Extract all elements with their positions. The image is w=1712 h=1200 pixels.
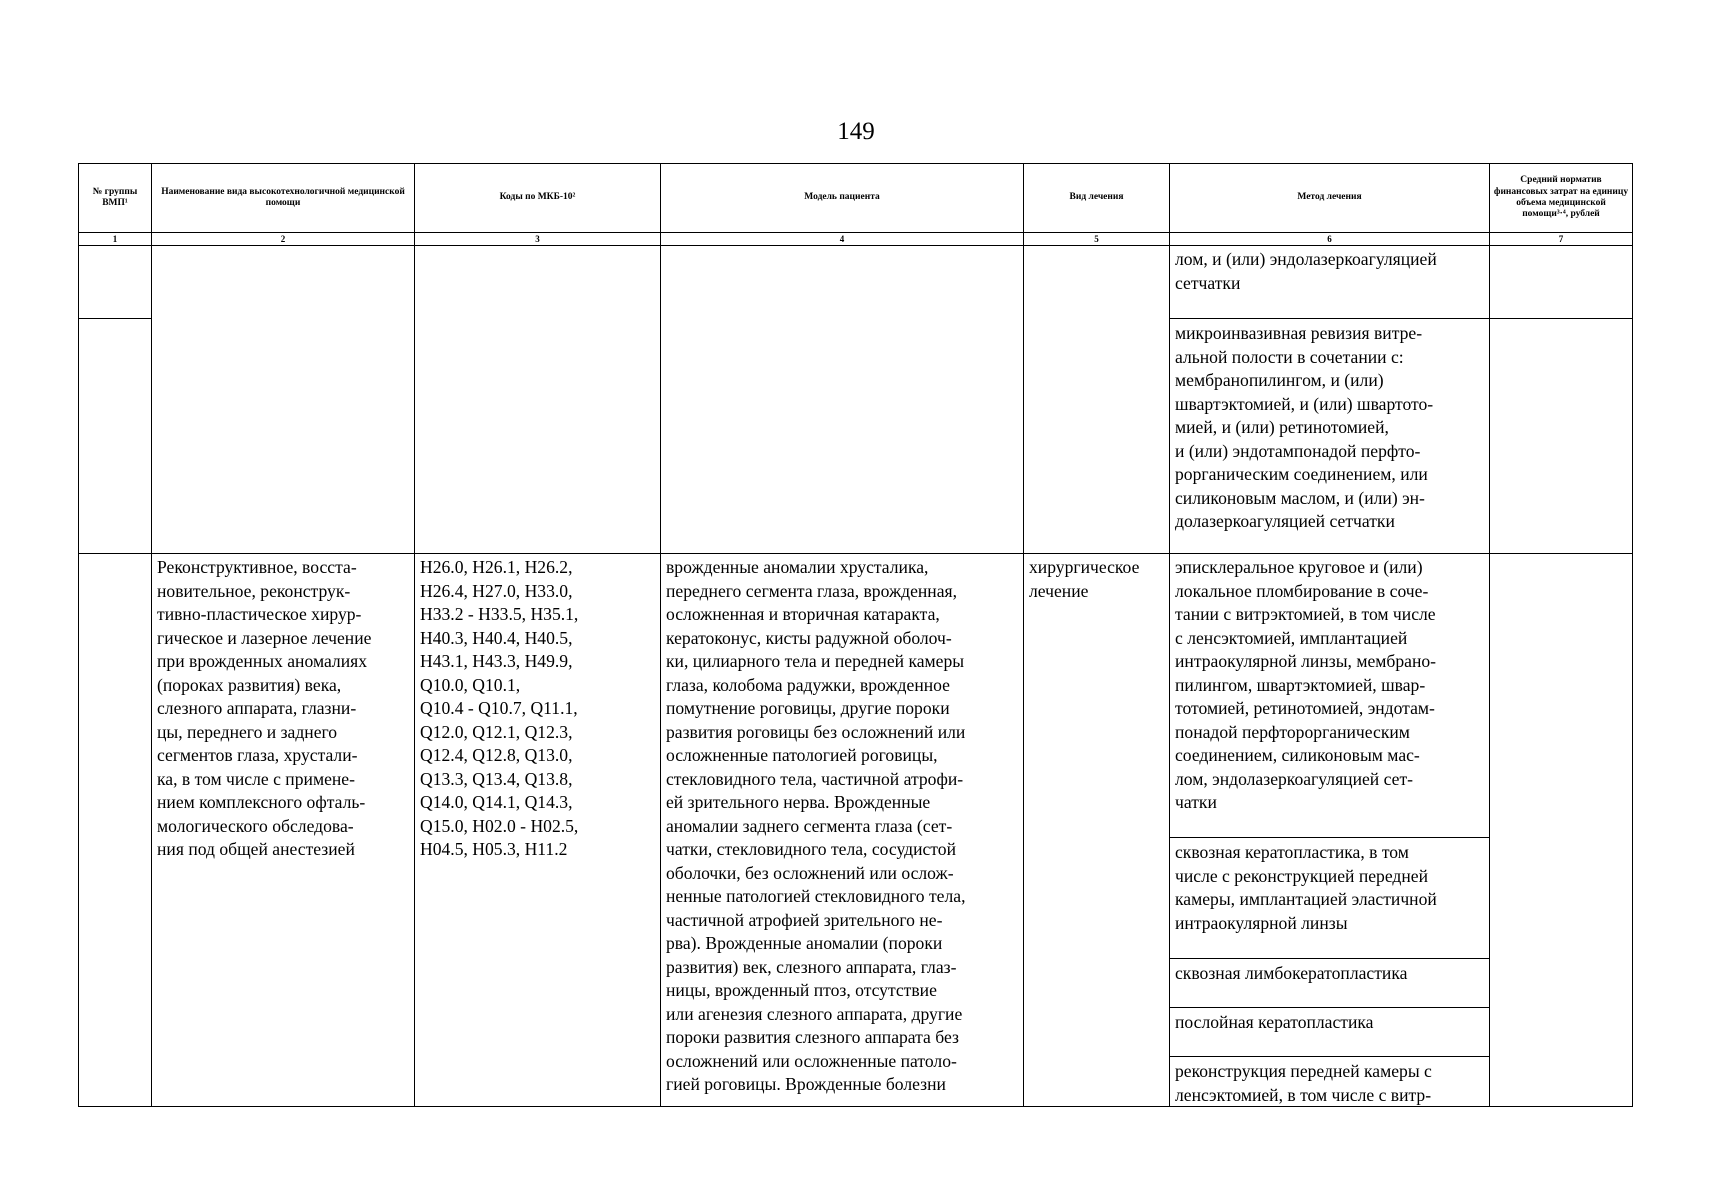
treatment-method-item: послойная кератопластика xyxy=(1170,1008,1489,1057)
patient-model-cell xyxy=(661,554,1024,1107)
treatment-method-cell xyxy=(1170,246,1490,554)
column-number: 2 xyxy=(152,233,415,246)
treatment-method-item: сквозная лимбокератопластика xyxy=(1170,959,1489,1008)
column-number: 7 xyxy=(1490,233,1633,246)
column-number: 5 xyxy=(1024,233,1170,246)
icd-codes-cell xyxy=(415,554,661,1107)
header-vmp-name: Наименование вида высокотехнологичной медицинской помощи xyxy=(152,164,415,233)
treatment-method-item: реконструкция передней камеры с ленсэктомией, в том числе с витр- xyxy=(1175,1061,1432,1105)
average-cost-cell xyxy=(1490,246,1633,554)
header-average-cost: Средний норматив финансовых затрат на единицу объема медицинской помощи³·⁴, рублей xyxy=(1490,164,1633,233)
page-number: 149 xyxy=(837,118,875,145)
column-number: 1 xyxy=(79,233,152,246)
header-icd-codes: Коды по МКБ-10² xyxy=(415,164,661,233)
vmp-table xyxy=(78,163,1633,1107)
icd-codes-text: H26.0, H26.1, H26.2, H26.4, H27.0, H33.0, H33.2 - H33.5, H35.1, H40.3, H40.4, H40.5, H43.1, H43.3, H49.9, Q10.0, Q10.1, Q10.4 - Q10.7, Q11.1, Q12.0, Q12.1, Q12.3, Q12.4, Q12.8, Q13.0, Q13.3, Q13.4, Q13.8, Q14.0, Q14.1, Q14.3, Q15.0, H02.0 - H02.5, H04.5, H05.3, H11.2 xyxy=(420,557,579,859)
patient-model-cell xyxy=(661,246,1024,554)
column-number: 3 xyxy=(415,233,661,246)
vmp-name-cell xyxy=(152,246,415,554)
column-number: 4 xyxy=(661,233,1024,246)
treatment-method-item: лом, и (или) эндолазеркоагуляцией сетчатки xyxy=(1170,246,1489,319)
group-number-cell xyxy=(79,246,152,554)
patient-model-text: врожденные аномалии хрусталика, переднего сегмента глаза, врожденная, осложненная и вторичная катаракта, кератоконус, кисты радужной оболоч- ки, цилиарного тела и передней камеры глаза, колобома радужки, врожденное помутнение роговицы, другие пороки развития роговицы без осложнений или осложненные патологией роговицы, стекловидного тела, частичной атрофи- ей зрительного нерва. Врожденные аномалии заднего сегмента глаза (сет- чатки, стекловидного тела, сосудистой оболочки, без осложнений или ослож- ненные патологией стекловидного тела, частичной атрофией зрительного не- рва). Врожденные аномалии (пороки развития) век, слезного аппарата, глаз- ницы, врожденный птоз, отсутствие или агенезия слезного аппарата, другие пороки развития слезного аппарата без осложнений или осложненные патоло- гией роговицы. Врожденные болезни xyxy=(666,557,966,1094)
table-row xyxy=(79,246,1633,554)
header-patient-model: Модель пациента xyxy=(661,164,1024,233)
treatment-method-item: сквозная кератопластика, в том числе с реконструкцией передней камеры, имплантацией эластичной интраокулярной линзы xyxy=(1170,838,1489,959)
treatment-type-text: хирургическое лечение xyxy=(1029,557,1140,601)
treatment-method-cell xyxy=(1170,554,1490,1107)
table-row xyxy=(79,554,1633,1107)
group-number-cell xyxy=(79,554,152,1107)
icd-codes-cell xyxy=(415,246,661,554)
vmp-name-text: Реконструктивное, восста- новительное, реконструк- тивно-пластическое хирур- гическое и лазерное лечение при врожденных аномалиях (пороках развития) века, слезного аппарата, глазни- цы, переднего и заднего сегментов глаза, хрустали- ка, в том числе с примене- нием комплексного офталь- мологического обследова- ния под общей анестезией xyxy=(157,557,372,859)
header-treatment-method: Метод лечения xyxy=(1170,164,1490,233)
header-treatment-type: Вид лечения xyxy=(1024,164,1170,233)
average-cost-cell xyxy=(1490,554,1633,1107)
treatment-method-item: эписклеральное круговое и (или) локальное пломбирование в соче- тании с витрэктомией, в том числе с ленсэктомией, имплантацией интраокулярной линзы, мембрано- пилингом, швартэктомией, швар- тотомией, ретинотомией, эндотам- понадой перфторорганическим соединением, силиконовым мас- лом, эндолазеркоагуляцией сет- чатки xyxy=(1170,554,1489,838)
column-number: 6 xyxy=(1170,233,1490,246)
treatment-type-cell xyxy=(1024,246,1170,554)
column-number-row xyxy=(79,233,1633,246)
treatment-method-item: микроинвазивная ревизия витре- альной полости в сочетании с: мембранопилингом, и (или) швартэктомией, и (или) швартото- мией, и (или) ретинотомией, и (или) эндотампонадой перфто- рорганическим соединением, или силиконовым маслом, и (или) эн- долазеркоагуляцией сетчатки xyxy=(1175,323,1434,531)
treatment-type-cell xyxy=(1024,554,1170,1107)
table-header-row xyxy=(79,164,1633,233)
vmp-name-cell xyxy=(152,554,415,1107)
header-group-number: № группы ВМП¹ xyxy=(79,164,152,233)
